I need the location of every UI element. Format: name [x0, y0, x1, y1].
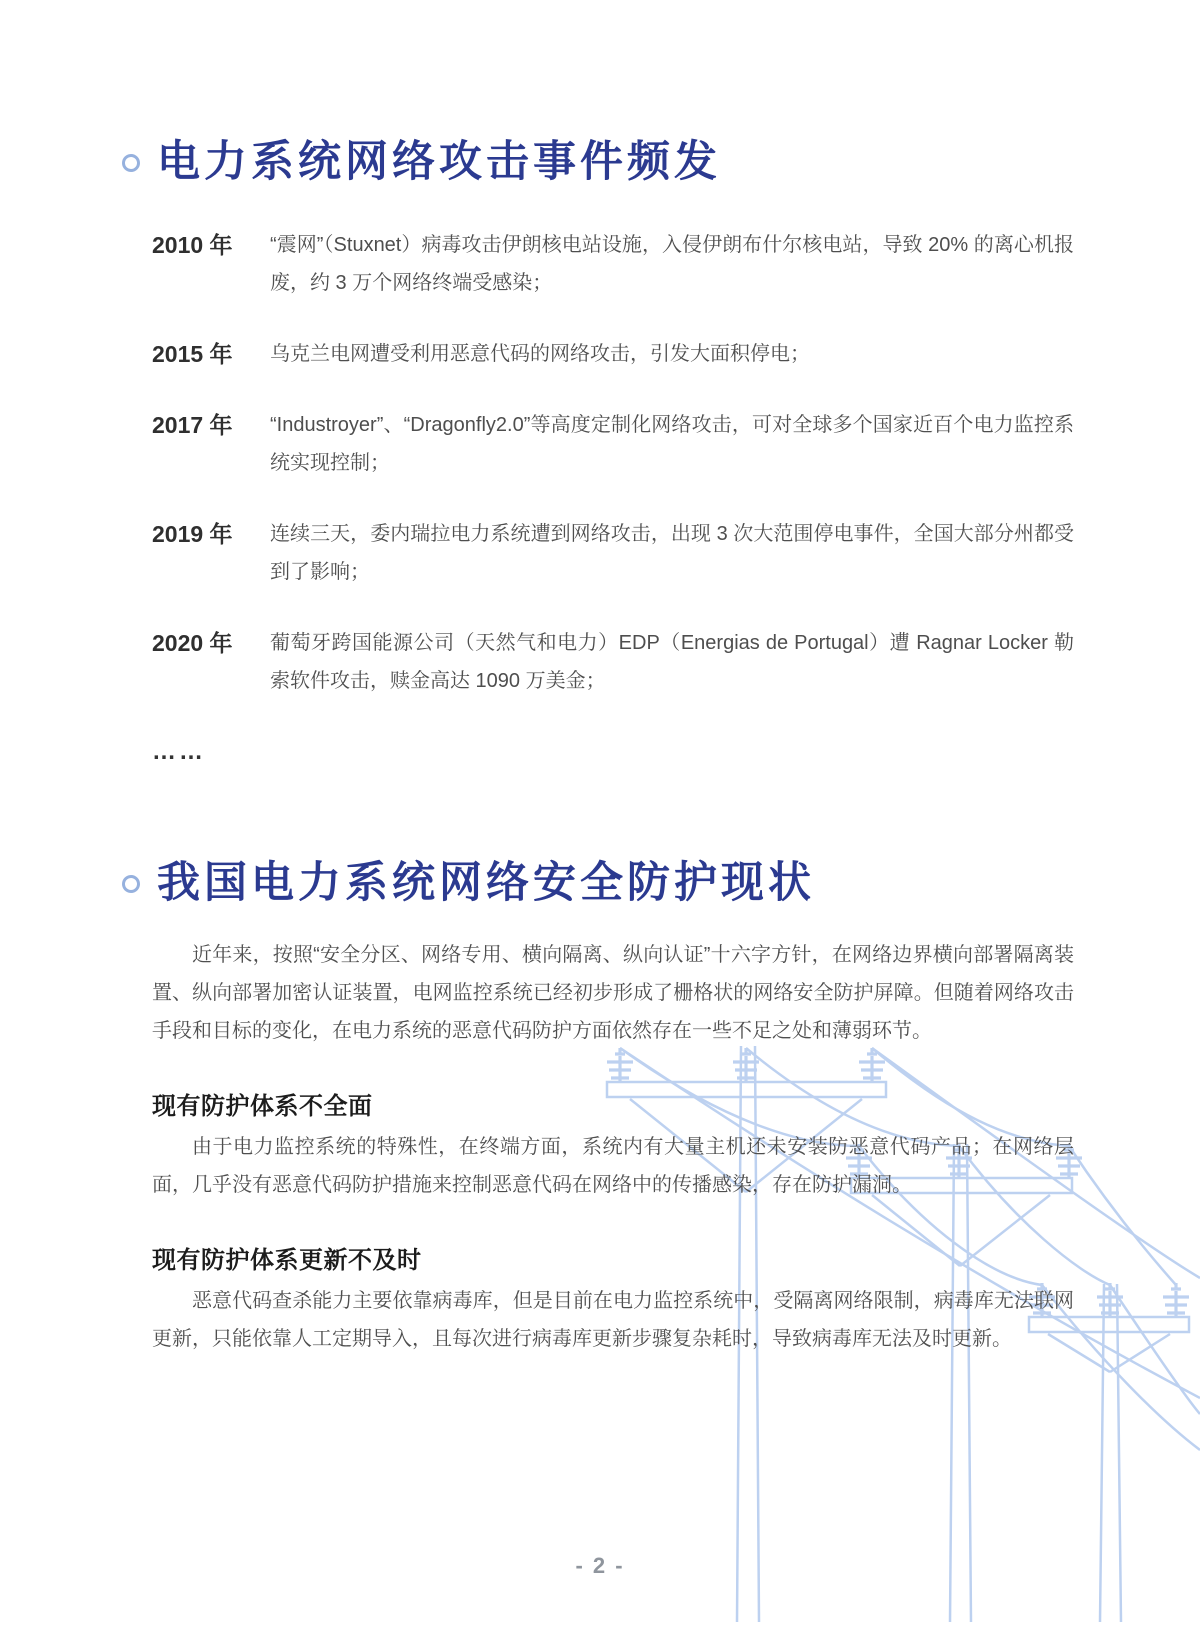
- timeline-item: [152, 335, 1074, 373]
- page-number: - 2 -: [575, 1553, 625, 1578]
- section2-title-row: [122, 859, 1074, 908]
- timeline-year: 2010 年: [152, 232, 233, 258]
- timeline-description: 连续三天，委内瑞拉电力系统遭到网络攻击，出现 3 次大范围停电事件，全国大部分州都受到了影响；: [270, 523, 1074, 583]
- attack-timeline: [152, 226, 1074, 771]
- bullet-ring-icon: [122, 154, 140, 172]
- timeline-description: 乌克兰电网遭受利用恶意代码的网络攻击，引发大面积停电；: [270, 343, 810, 365]
- timeline-year: 2020 年: [152, 630, 233, 656]
- timeline-item: [152, 515, 1074, 591]
- bullet-ring-icon: [122, 875, 140, 893]
- timeline-description: “震网”（Stuxnet）病毒攻击伊朗核电站设施，入侵伊朗布什尔核电站，导致 20% 的离心机报废，约 3 万个网络终端受感染；: [270, 234, 1074, 294]
- timeline-ellipsis: ……: [152, 738, 206, 765]
- subsection-heading: 现有防护体系更新不及时: [152, 1247, 422, 1274]
- section1-title-row: [122, 0, 1074, 187]
- timeline-description: “Industroyer”、“Dragonfly2.0”等高度定制化网络攻击，可对全球多个国家近百个电力监控系统实现控制；: [270, 414, 1074, 474]
- section2-intro-paragraph: 近年来，按照“安全分区、网络专用、横向隔离、纵向认证”十六字方针，在网络边界横向部署隔离装置、纵向部署加密认证装置，电网监控系统已经初步形成了栅格状的网络安全防护屏障。但随着网络攻击手段和目标的变化，在电力系统的恶意代码防护方面依然存在一些不足之处和薄弱环节。: [152, 944, 1074, 1042]
- timeline-description: 葡萄牙跨国能源公司（天然气和电力）EDP（Energias de Portugal）遭 Ragnar Locker 勒索软件攻击，赎金高达 1090 万美金；: [270, 632, 1074, 692]
- section2-title: 我国电力系统网络安全防护现状: [157, 859, 815, 907]
- subsection-body: 恶意代码查杀能力主要依靠病毒库，但是目前在电力监控系统中，受隔离网络限制，病毒库无法联网更新，只能依靠人工定期导入，且每次进行病毒库更新步骤复杂耗时，导致病毒库无法及时更新。: [152, 1290, 1074, 1350]
- timeline-item: [152, 624, 1074, 700]
- section1-title: 电力系统网络攻击事件频发: [157, 138, 721, 186]
- page-content: [152, 0, 1074, 1358]
- timeline-year: 2017 年: [152, 412, 233, 438]
- timeline-item: [152, 226, 1074, 302]
- timeline-year: 2019 年: [152, 521, 233, 547]
- subsection-body: 由于电力监控系统的特殊性，在终端方面，系统内有大量主机还未安装防恶意代码产品；在网络层面，几乎没有恶意代码防护措施来控制恶意代码在网络中的传播感染，存在防护漏洞。: [152, 1136, 1074, 1196]
- timeline-year: 2015 年: [152, 341, 233, 367]
- subsection-heading: 现有防护体系不全面: [152, 1093, 373, 1120]
- timeline-item: [152, 406, 1074, 482]
